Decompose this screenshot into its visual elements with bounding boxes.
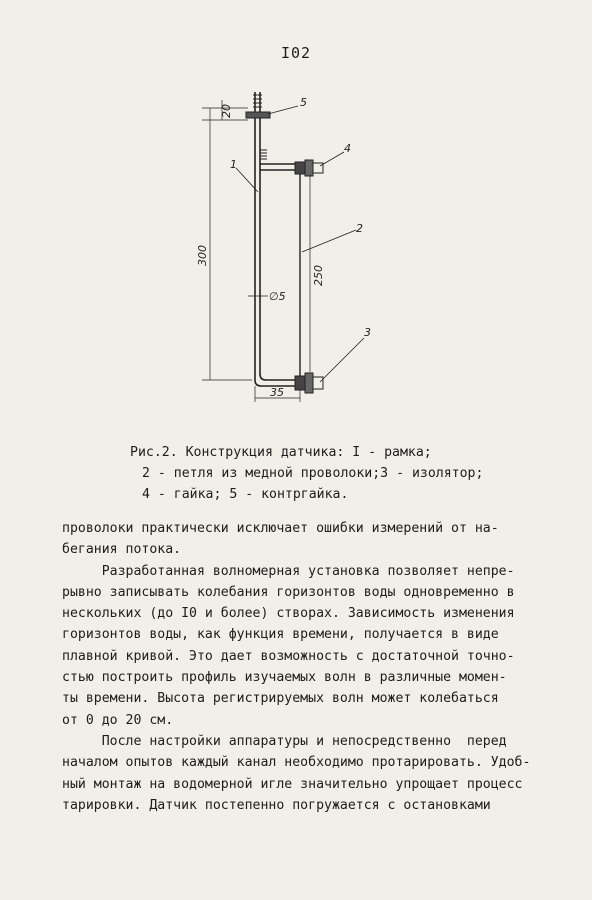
body-paragraphs <box>62 518 562 816</box>
caption-line: 2 - петля из медной проволоки;3 - изолятор; <box>142 466 484 481</box>
text-line: от 0 до 20 см. <box>62 712 174 728</box>
text-line: плавной кривой. Это дает возможность с достаточной точно- <box>62 648 515 664</box>
text-line: бегания потока. <box>62 542 182 558</box>
sensor-construction-figure <box>150 80 410 420</box>
callout-3: 3 <box>364 326 371 339</box>
text-line: рывно записывать колебания горизонтов воды одновременно в <box>62 584 515 600</box>
sensor-diagram <box>150 80 410 420</box>
upper-spring <box>260 150 267 159</box>
caption-line: 4 - гайка; 5 - контргайка. <box>142 487 349 502</box>
leader-4 <box>320 152 344 166</box>
dim-250-label: 250 <box>312 265 325 286</box>
figure-caption <box>130 442 570 505</box>
leader-5 <box>268 106 298 114</box>
text-line: нескольких (до I0 и более) створах. Зависимость изменения <box>62 606 515 622</box>
nut-4 <box>295 160 323 176</box>
dim-5-label: ∅5 <box>269 290 286 303</box>
callout-2: 2 <box>356 222 363 235</box>
text-line: Разработанная волномерная установка позволяет непре- <box>62 563 515 579</box>
callout-1: 1 <box>230 158 237 171</box>
caption-line: Рис.2. Конструкция датчика: I - рамка; <box>130 445 432 460</box>
text-line: горизонтов воды, как функция времени, получается в виде <box>62 627 499 643</box>
text-line: тарировки. Датчик постепенно погружается с остановками <box>62 797 491 813</box>
text-line: началом опытов каждый канал необходимо протарировать. Удоб- <box>62 755 531 771</box>
dim-300-label: 300 <box>196 245 209 266</box>
callout-4: 4 <box>344 142 351 155</box>
dim-35-label: 35 <box>270 386 284 399</box>
callout-5: 5 <box>300 96 307 109</box>
leader-3 <box>320 338 364 382</box>
text-line: стью построить профиль изучаемых волн в различные момен- <box>62 670 507 686</box>
page-number: I02 <box>280 44 312 62</box>
text-line: проволоки практически исключает ошибки измерений от на- <box>62 521 499 536</box>
text-line: ный монтаж на водомерной игле значительно упрощает процесс <box>62 776 523 792</box>
locknut-5 <box>246 112 270 118</box>
insulator-3 <box>295 373 323 393</box>
text-line: ты времени. Высота регистрируемых волн может колебаться <box>62 691 499 707</box>
text-line: После настройки аппаратуры и непосредственно перед <box>62 733 507 749</box>
frame-bottom-bend-inner <box>260 374 295 380</box>
dim-20-label: 20 <box>220 104 233 118</box>
